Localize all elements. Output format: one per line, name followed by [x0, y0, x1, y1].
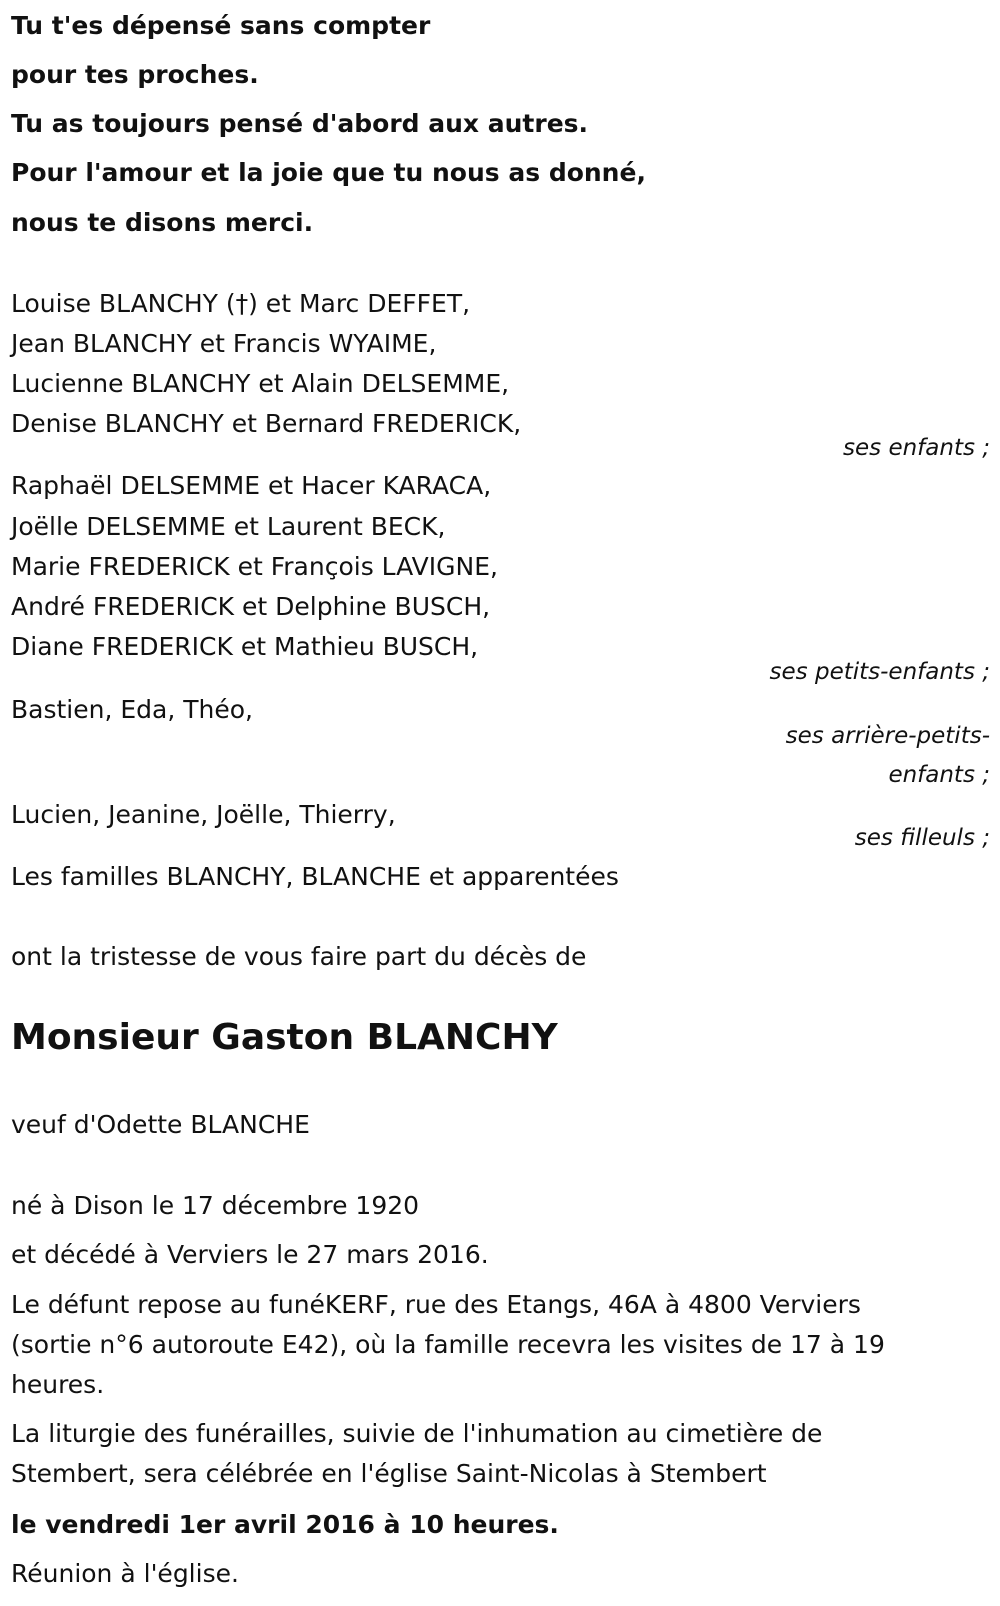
announcement: ont la tristesse de vous faire part du décès de [11, 942, 587, 971]
widower: veuf d'Odette BLANCHE [11, 1110, 310, 1139]
families: Les familles BLANCHY, BLANCHE et apparentées [11, 862, 619, 891]
great-grandchildren-label-2: enfants ; [888, 762, 990, 788]
grandchild-line: Marie FREDERICK et François LAVIGNE, [11, 552, 498, 581]
poem-line: nous te disons merci. [11, 208, 314, 237]
poem-line: Tu as toujours pensé d'abord aux autres. [11, 109, 589, 138]
liturgy-line: Stembert, sera célébrée en l'église Saint-Nicolas à Stembert [11, 1459, 767, 1488]
death: et décédé à Verviers le 27 mars 2016. [11, 1240, 489, 1269]
rest-line: Le défunt repose au funéKERF, rue des Etangs, 46A à 4800 Verviers [11, 1290, 861, 1319]
grandchild-line: Raphaël DELSEMME et Hacer KARACA, [11, 471, 492, 500]
grandchild-line: André FREDERICK et Delphine BUSCH, [11, 592, 491, 621]
rest-line: heures. [11, 1370, 105, 1399]
deceased-name: Monsieur Gaston BLANCHY [11, 1017, 558, 1058]
poem-line: Pour l'amour et la joie que tu nous as donné, [11, 158, 646, 187]
children-label: ses enfants ; [843, 435, 990, 461]
child-line: Louise BLANCHY (†) et Marc DEFFET, [11, 289, 471, 318]
child-line: Jean BLANCHY et Francis WYAIME, [11, 329, 437, 358]
poem-line: pour tes proches. [11, 60, 259, 89]
godchildren: Lucien, Jeanine, Joëlle, Thierry, [11, 800, 396, 829]
birth: né à Dison le 17 décembre 1920 [11, 1191, 420, 1220]
child-line: Denise BLANCHY et Bernard FREDERICK, [11, 409, 522, 438]
child-line: Lucienne BLANCHY et Alain DELSEMME, [11, 369, 510, 398]
great-grandchildren-label-1: ses arrière-petits- [785, 723, 990, 749]
godchildren-label: ses filleuls ; [854, 825, 990, 851]
grandchildren-label: ses petits-enfants ; [769, 659, 990, 685]
liturgy-line: La liturgie des funérailles, suivie de l'inhumation au cimetière de [11, 1419, 823, 1448]
ceremony-date: le vendredi 1er avril 2016 à 10 heures. [11, 1510, 559, 1539]
poem-line: Tu t'es dépensé sans compter [11, 11, 431, 40]
great-grandchildren: Bastien, Eda, Théo, [11, 695, 253, 724]
grandchild-line: Diane FREDERICK et Mathieu BUSCH, [11, 632, 479, 661]
rest-line: (sortie n°6 autoroute E42), où la famille recevra les visites de 17 à 19 [11, 1330, 885, 1359]
grandchild-line: Joëlle DELSEMME et Laurent BECK, [11, 512, 446, 541]
meeting: Réunion à l'église. [11, 1559, 239, 1588]
